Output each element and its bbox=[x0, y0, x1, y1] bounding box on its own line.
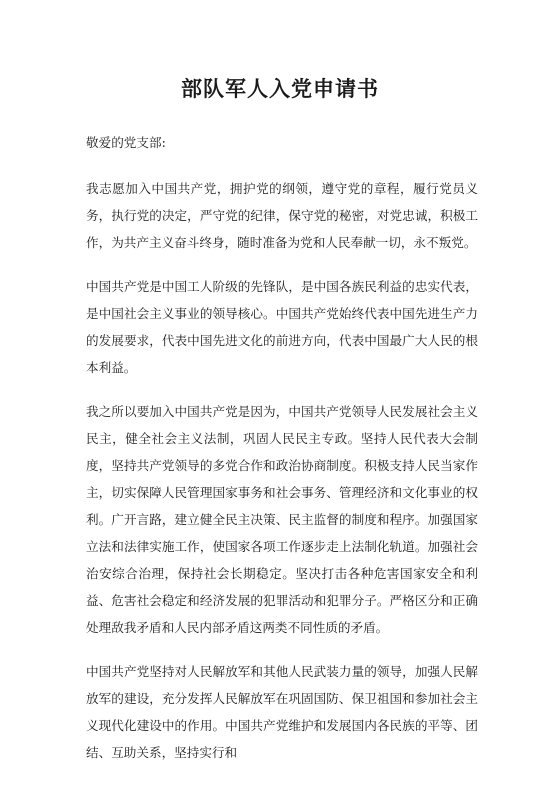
paragraph-party-nature: 中国共产党是中国工人阶级的先锋队，是中国各族民利益的忠实代表，是中国社会主义事业的领导核心。中国共产党始终代表中国先进生产力的发展要求，代表中国先进文化的前进方向，代表中国最广大人民的根本利益。 bbox=[86, 279, 478, 375]
paragraph-pledge: 我志愿加入中国共产党，拥护党的纲领，遵守党的章程，履行党员义务，执行党的决定，严守党的纪律，保守党的秘密，对党忠诚，积极工作，为共产主义奋斗终身，随时准备为党和人民奉献一切，永不叛党。 bbox=[86, 181, 478, 250]
salutation: 敬爱的党支部: bbox=[86, 135, 166, 150]
paragraph-army-leadership: 中国共产党坚持对人民解放军和其他人民武装力量的领导，加强人民解放军的建设，充分发挥人民解放军在巩固国防、保卫祖国和参加社会主义现代化建设中的作用。中国共产党维护和发展国内各民族的平等、团结、互助关系，坚持实行和 bbox=[86, 664, 478, 760]
document-title: 部队军人入党申请书 bbox=[181, 76, 379, 101]
paragraph-reasons: 我之所以要加入中国共产党是因为，中国共产党领导人民发展社会主义民主，健全社会主义法制，巩固人民民主专政。坚持人民代表大会制度，坚持共产党领导的多党合作和政治协商制度。积极支持人民当家作主，切实保障人民管理国家事务和社会事务、管理经济和文化事业的权利。广开言路，建立健全民主决策、民主监督的制度和程序。加强国家立法和法律实施工作，使国家各项工作逐步走上法制化轨道。加强社会治安综合治理，保持社会长期稳定。坚决打击各种危害国家安全和利益、危害社会稳定和经济发展的犯罪活动和犯罪分子。严格区分和正确处理敌我矛盾和人民内部矛盾这两类不同性质的矛盾。 bbox=[86, 404, 478, 635]
document-body bbox=[86, 129, 478, 766]
